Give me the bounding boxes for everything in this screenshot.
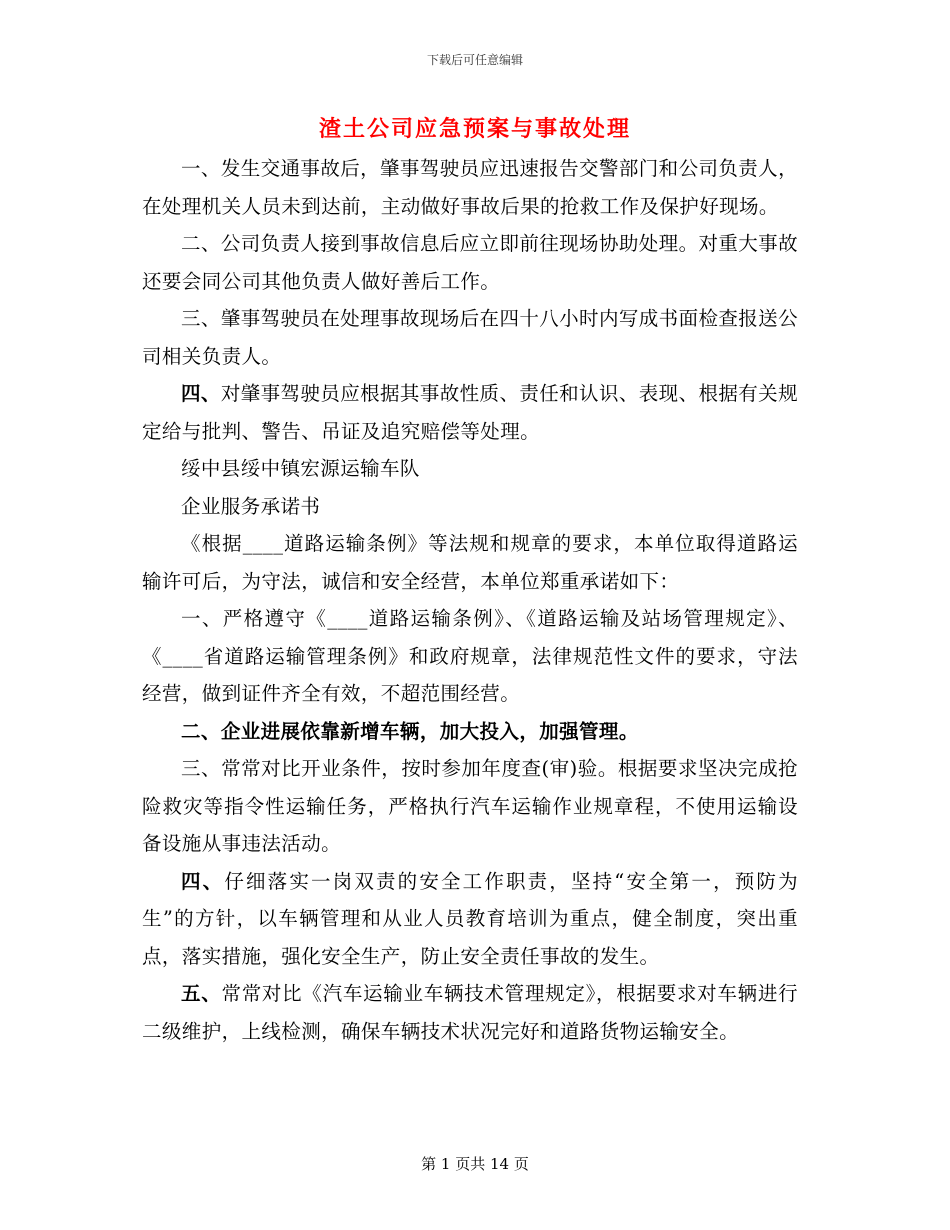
commitment-intro: 《根据____道路运输条例》等法规和规章的要求，本单位取得道路运输许可后，为守法，诚信和安全经营，本单位郑重承诺如下： bbox=[142, 532, 798, 593]
commitment-text: 严格遵守《____道路运输条例》、《道路运输及站场管理规定》、《____省道路运输管理条例》和政府规章，法律规范性文件的要求，守法经营，做到证件齐全有效，不超范围经营。 bbox=[142, 607, 798, 705]
paragraph-lead: 三、 bbox=[181, 307, 221, 330]
commitment-lead: 五、 bbox=[181, 982, 222, 1005]
organization-name: 绥中县绥中镇宏源运输车队 bbox=[181, 457, 420, 480]
commitment-lead: 四、 bbox=[181, 869, 225, 893]
paragraph-text: 发生交通事故后，肇事驾驶员应迅速报告交警部门和公司负责人，在处理机关人员未到达前，主动做好事故后果的抢救工作及保护好现场。 bbox=[142, 157, 798, 218]
commitment-lead: 一、 bbox=[181, 607, 223, 630]
commitment-text: 仔细落实一岗双责的安全工作职责，坚持“安全第一，预防为生”的方针，以车辆管理和从业人员教育培训为重点，健全制度，突出重点，落实措施，强化安全生产，防止安全责任事故的发生。 bbox=[142, 869, 798, 968]
paragraph-3 bbox=[142, 300, 798, 375]
commitment-4 bbox=[142, 863, 798, 976]
document-body bbox=[142, 150, 798, 1050]
commitment-5 bbox=[142, 975, 798, 1050]
document-title: 渣土公司应急预案与事故处理 bbox=[318, 117, 631, 142]
commitment-2 bbox=[142, 713, 798, 751]
commitment-text: 常常对比《汽车运输业车辆技术管理规定》，根据要求对车辆进行二级维护，上线检测，确保车辆技术状况完好和道路货物运输安全。 bbox=[142, 982, 798, 1043]
commitment-lead: 三、 bbox=[181, 757, 222, 780]
paragraph-text: 公司负责人接到事故信息后应立即前往现场协助处理。对重大事故还要会同公司其他负责人做好善后工作。 bbox=[142, 232, 798, 293]
paragraph-lead: 一、 bbox=[181, 157, 221, 180]
paragraph-2 bbox=[142, 225, 798, 300]
commitment-text: 企业进展依靠新增车辆，加大投入，加强管理。 bbox=[220, 719, 639, 743]
paragraph-4 bbox=[142, 375, 798, 450]
commitment-title: 企业服务承诺书 bbox=[181, 494, 321, 518]
commitment-lead: 二、 bbox=[181, 719, 221, 743]
commitment-1 bbox=[142, 600, 798, 713]
paragraph-text: 肇事驾驶员在处理事故现场后在四十八小时内写成书面检查报送公司相关负责人。 bbox=[142, 307, 798, 368]
paragraph-text: 对肇事驾驶员应根据其事故性质、责任和认识、表现、根据有关规定给与批判、警告、吊证及追究赔偿等处理。 bbox=[142, 382, 798, 443]
commitment-text: 常常对比开业条件，按时参加年度查(审)验。根据要求坚决完成抢险救灾等指令性运输任务，严格执行汽车运输作业规章程，不使用运输设备设施从事违法活动。 bbox=[142, 757, 798, 855]
paragraph-1 bbox=[142, 150, 798, 225]
page-header: 下载后可任意编辑 bbox=[426, 53, 523, 67]
page-number: 第 1 页共 14 页 bbox=[421, 1155, 529, 1173]
paragraph-lead: 四、 bbox=[181, 382, 221, 405]
paragraph-lead: 二、 bbox=[181, 232, 221, 255]
commitment-3 bbox=[142, 750, 798, 863]
